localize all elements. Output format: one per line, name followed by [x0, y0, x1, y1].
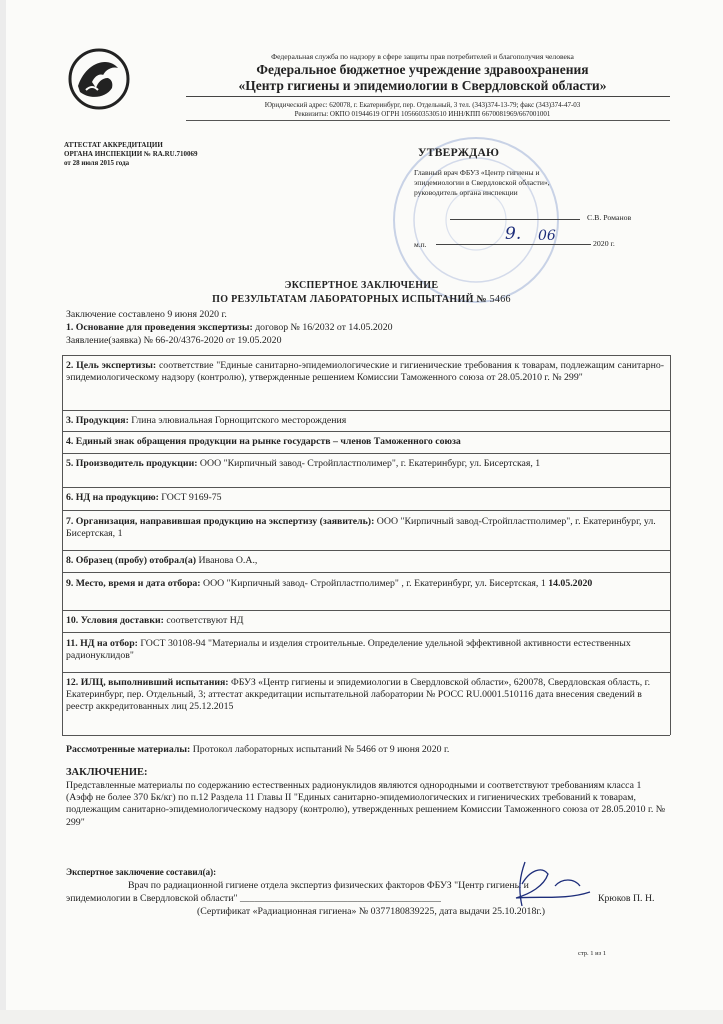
item-7 — [66, 516, 664, 540]
item-1-value: договор № 16/2032 от 14.05.2020 — [252, 322, 393, 333]
item-9-date: 14.05.2020 — [548, 578, 593, 589]
approval-line1: Главный врач ФБУЗ «Центр гигиены и — [414, 168, 540, 177]
item-1 — [66, 322, 664, 334]
table-border-left — [62, 355, 63, 735]
header-address: Юридический адрес: 620078, г. Екатеринбург, пер. Отдельный, 3 тел. (343)374-13-79; факс (343)374-47-03 — [264, 101, 581, 109]
composer-label: Экспертное заключение составил(а): — [66, 867, 217, 877]
approval-signer-name: С.В. Романов — [587, 213, 632, 222]
item-2-label: 2. Цель экспертизы: — [66, 360, 157, 371]
item-11 — [66, 638, 662, 662]
composer-name: Крюков П. Н. — [598, 893, 655, 904]
item-10 — [66, 615, 664, 627]
organization-logo — [68, 48, 130, 110]
item-12-label: 12. ИЛЦ, выполнивший испытания: — [66, 677, 229, 688]
item-6 — [66, 492, 664, 504]
document-title: ЭКСПЕРТНОЕ ЗАКЛЮЧЕНИЕ — [284, 280, 439, 291]
accreditation-line3: от 28 июля 2015 года — [64, 159, 130, 167]
page-number: стр. 1 из 1 — [578, 950, 607, 957]
approval-line3: руководитель органа инспекции — [414, 188, 518, 197]
expert-signature — [470, 856, 620, 916]
reviewed-materials — [66, 744, 664, 756]
conclusion-heading: ЗАКЛЮЧЕНИЕ: — [66, 767, 148, 778]
item-10-label: 10. Условия доставки: — [66, 615, 164, 626]
item-4-label: 4. Единый знак обращения продукции на рынке государств – членов Таможенного союза — [66, 436, 461, 447]
item-5-value: ООО "Кирпичный завод- Стройпластполимер", г. Екатеринбург, ул. Бисертская, 1 — [197, 458, 541, 469]
item-7-value: ООО "Кирпичный завод-Стройпластполимер", г. Екатеринбург, ул. Бисертская, 1 — [66, 516, 656, 540]
divider — [62, 550, 670, 551]
composer-line2: эпидемиологии в Свердловской области" _________________________________________ — [66, 893, 441, 904]
document-subtitle-text: ПО РЕЗУЛЬТАТАМ ЛАБОРАТОРНЫХ ИСПЫТАНИЙ № — [212, 294, 487, 305]
item-3 — [66, 415, 664, 427]
item-8 — [66, 555, 664, 567]
header-org-line1: Федеральное бюджетное учреждение здравоохранения — [256, 62, 589, 77]
item-1-label: 1. Основание для проведения экспертизы: — [66, 322, 253, 333]
item-8-label: 8. Образец (пробу) отобрал(а) — [66, 555, 197, 566]
divider — [62, 735, 670, 736]
page-edge-shadow — [0, 0, 6, 1024]
item-6-value: ГОСТ 9169-75 — [158, 492, 222, 503]
divider — [62, 355, 670, 356]
item-9-value: ООО "Кирпичный завод- Стройпластполимер" , г. Екатеринбург, ул. Бисертская, 1 — [200, 578, 549, 589]
approval-title: УТВЕРЖДАЮ — [418, 147, 500, 159]
approval-year: 2020 г. — [593, 239, 615, 248]
header-org-line2: «Центр гигиены и эпидемиологии в Свердловской области» — [238, 78, 607, 93]
header-divider-bottom — [186, 120, 670, 121]
divider — [62, 510, 670, 511]
conclusion-text: Представленные материалы по содержанию естественных радионуклидов являются однородными и соответствуют требованиям класса 1 (Аэфф не более 370 Бк/кг) по п.12 Раздела 11 Главы II "Единых санитарно-эпидемиологических и гигиенических требований к товарам, подлежащим санитарно-эпидемиологическому надзору (контролю), утвержденных решением Комиссии Таможенного союза от 28.05.2010 г. № 299" — [66, 780, 666, 828]
composer-certificate: (Сертификат «Радиационная гигиена» № 0377180839225, дата выдачи 25.10.2018г.) — [197, 906, 545, 917]
approval-handwritten-day: 9. — [505, 224, 522, 244]
item-8-value: Иванова О.А., — [196, 555, 258, 566]
approval-handwritten-month: 06 — [538, 228, 556, 244]
item-2 — [66, 360, 664, 384]
approval-position — [414, 168, 614, 198]
approval-line2: эпидемиологии в Свердловской области», — [414, 178, 550, 187]
item-9-label: 9. Место, время и дата отбора: — [66, 578, 201, 589]
item-12 — [66, 677, 666, 714]
item-7-label: 7. Организация, направившая продукцию на экспертизу (заявитель): — [66, 516, 375, 527]
header-agency: Федеральная служба по надзору в сфере защиты прав потребителей и благополучия человека — [271, 52, 574, 61]
divider — [62, 487, 670, 488]
item-11-label: 11. НД на отбор: — [66, 638, 138, 649]
item-11-value: ГОСТ 30108-94 "Материалы и изделия строительные. Определение удельной эффективной активности естественных радионуклидов" — [66, 638, 631, 662]
approval-seal-place: м.п. — [414, 240, 427, 249]
item-6-label: 6. НД на продукцию: — [66, 492, 159, 503]
divider — [62, 431, 670, 432]
accreditation-line1: АТТЕСТАТ АККРЕДИТАЦИИ — [64, 141, 163, 149]
item-5 — [66, 458, 606, 470]
item-4 — [66, 436, 664, 448]
divider — [62, 410, 670, 411]
document-subtitle — [0, 294, 723, 305]
composer-line1: Врач по радиационной гигиене отдела экспертиз физических факторов ФБУЗ "Центр гигиены и — [128, 880, 529, 891]
item-10-value: соответствуют НД — [163, 615, 244, 626]
divider — [62, 632, 670, 633]
accreditation-block — [64, 141, 197, 168]
item-9 — [66, 578, 666, 590]
composed-date: Заключение составлено 9 июня 2020 г. — [66, 309, 227, 320]
page-bottom-shadow — [0, 1010, 723, 1024]
accreditation-line2: ОРГАНА ИНСПЕКЦИИ № RA.RU.710069 — [64, 150, 198, 158]
divider — [62, 572, 670, 573]
item-3-label: 3. Продукция: — [66, 415, 129, 426]
divider — [62, 610, 670, 611]
table-border-right — [670, 355, 671, 735]
divider — [62, 453, 670, 454]
item-3-value: Глина элювиальная Горнощитского месторождения — [128, 415, 347, 426]
header-divider — [186, 96, 670, 97]
item-5-label: 5. Производитель продукции: — [66, 458, 198, 469]
header-requisites: Реквизиты: ОКПО 01944619 ОГРН 1056603530510 ИНН/КПП 6670081969/667001001 — [294, 110, 551, 118]
reviewed-value: Протокол лабораторных испытаний № 5466 от 9 июня 2020 г. — [190, 744, 450, 755]
approval-signature-line — [450, 219, 580, 220]
item-12-value: ФБУЗ «Центр гигиены и эпидемиологии в Свердловской области», 620078, Свердловская область, г. Екатеринбург, пер. Отдельный, 3; аттестат аккредитации испытательной лаборатории № РОСС RU.0001.510116 дата внесения сведений в реестр аккредитованных лиц 25.12.2015 — [66, 677, 651, 713]
document-number: 5466 — [489, 294, 511, 305]
item-2-value: соответствие "Единые санитарно-эпидемиологические и гигиенические требования к товарам, подлежащим санитарно-эпидемиологическому надзору (контролю), утвержденные решением Комиссии Таможенного союза от 28.05.2010 г. № 299" — [66, 360, 664, 384]
divider — [62, 672, 670, 673]
reviewed-label: Рассмотренные материалы: — [66, 744, 191, 755]
item-1-line2: Заявление(заявка) № 66-20/4376-2020 от 19.05.2020 — [66, 335, 282, 346]
